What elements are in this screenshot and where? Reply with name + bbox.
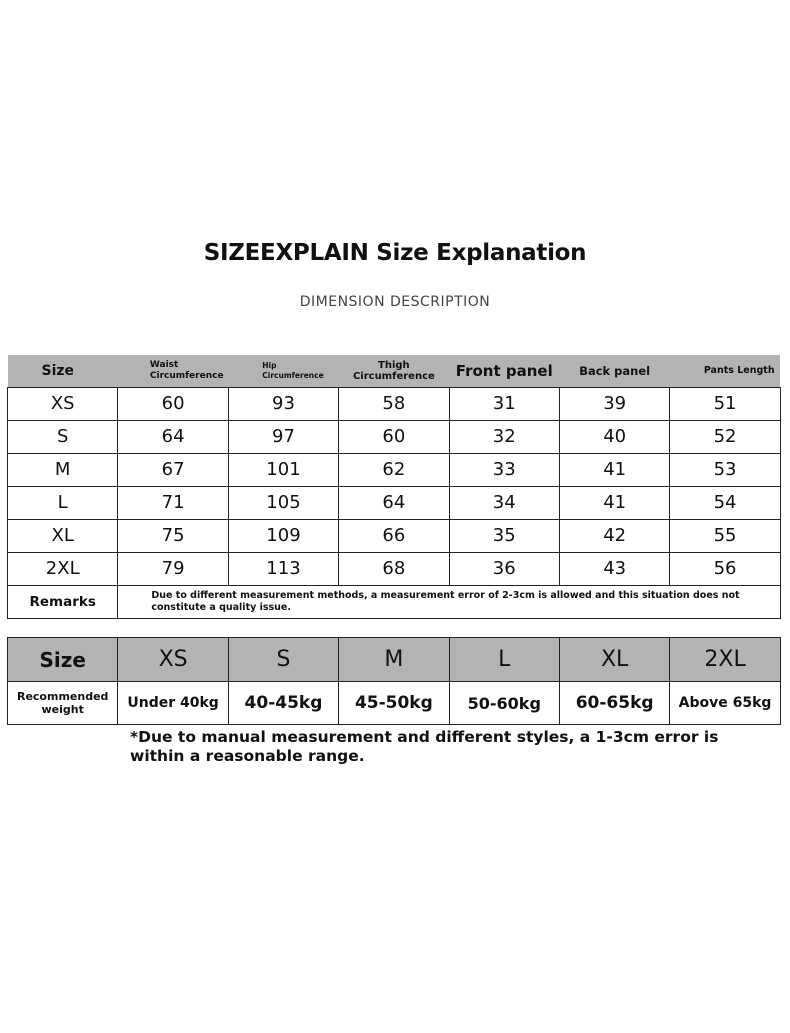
table-cell: 113	[228, 552, 338, 585]
remarks-label: Remarks	[8, 585, 118, 618]
table-cell: 33	[449, 453, 559, 486]
page-subtitle: DIMENSION DESCRIPTION	[299, 294, 491, 310]
header-size: Size	[8, 355, 118, 387]
table-cell: XS	[8, 387, 118, 420]
weight-header-row	[8, 638, 781, 682]
table-cell: 79	[118, 552, 228, 585]
weight-header-cell: 2XL	[670, 638, 780, 682]
table-row	[8, 453, 781, 486]
weight-cell: 40-45kg	[228, 682, 338, 725]
table-row	[8, 387, 781, 420]
table-cell: 34	[449, 486, 559, 519]
table-cell: 2XL	[8, 552, 118, 585]
measurement-note: *Due to manual measurement and different styles, a 1-3cm error is within a reasonable range.	[130, 728, 719, 765]
table-cell: 64	[339, 486, 449, 519]
size-measurement-table	[7, 355, 781, 619]
table-cell: 41	[559, 486, 669, 519]
table-cell: 71	[118, 486, 228, 519]
table-cell: 54	[670, 486, 780, 519]
table-cell: 97	[228, 420, 338, 453]
remarks-row	[8, 585, 781, 618]
table-cell: 60	[118, 387, 228, 420]
table-cell: 75	[118, 519, 228, 552]
table-cell: 56	[670, 552, 780, 585]
header-hip: Hip Circumference	[228, 355, 338, 387]
table-cell: 51	[670, 387, 780, 420]
weight-row	[8, 682, 781, 725]
table-cell: 64	[118, 420, 228, 453]
table-cell: 53	[670, 453, 780, 486]
table-header-row	[8, 355, 781, 387]
weight-header-cell: S	[228, 638, 338, 682]
table-cell: 43	[559, 552, 669, 585]
table-cell: 68	[339, 552, 449, 585]
table-cell: 66	[339, 519, 449, 552]
table-cell: 36	[449, 552, 559, 585]
page-title: SIZEEXPLAIN Size Explanation	[203, 240, 587, 266]
recommended-weight-label: Recommended weight	[8, 682, 118, 725]
weight-cell: Under 40kg	[118, 682, 228, 725]
table-cell: 41	[559, 453, 669, 486]
weight-cell: 50-60kg	[449, 682, 559, 725]
table-cell: 101	[228, 453, 338, 486]
header-thigh: Thigh Circumference	[339, 355, 449, 387]
table-cell: 32	[449, 420, 559, 453]
weight-recommendation-table	[7, 637, 781, 725]
header-front-panel: Front panel	[449, 355, 559, 387]
header-pants-length: Pants Length	[670, 355, 780, 387]
table-cell: 52	[670, 420, 780, 453]
weight-header-cell: L	[449, 638, 559, 682]
table-cell: 60	[339, 420, 449, 453]
weight-header-cell: M	[339, 638, 449, 682]
weight-header-cell: XS	[118, 638, 228, 682]
table-cell: L	[8, 486, 118, 519]
weight-header-cell: XL	[559, 638, 669, 682]
table-row	[8, 552, 781, 585]
weight-cell: 45-50kg	[339, 682, 449, 725]
table-cell: 109	[228, 519, 338, 552]
weight-cell: 60-65kg	[559, 682, 669, 725]
table-cell: 62	[339, 453, 449, 486]
table-cell: S	[8, 420, 118, 453]
header-waist: Waist Circumference	[118, 355, 228, 387]
table-row	[8, 420, 781, 453]
table-cell: 55	[670, 519, 780, 552]
table-cell: 67	[118, 453, 228, 486]
table-cell: 93	[228, 387, 338, 420]
table-cell: 105	[228, 486, 338, 519]
header-back-panel: Back panel	[559, 355, 669, 387]
table-row	[8, 486, 781, 519]
table-cell: M	[8, 453, 118, 486]
table-cell: 35	[449, 519, 559, 552]
remarks-text: Due to different measurement methods, a measurement error of 2-3cm is allowed and this situation does not constitute a quality issue.	[118, 585, 780, 618]
weight-cell: Above 65kg	[670, 682, 780, 725]
table-cell: XL	[8, 519, 118, 552]
table-cell: 40	[559, 420, 669, 453]
table-row	[8, 519, 781, 552]
table-cell: 31	[449, 387, 559, 420]
table-cell: 42	[559, 519, 669, 552]
table-cell: 39	[559, 387, 669, 420]
weight-header-size: Size	[8, 638, 118, 682]
table-cell: 58	[339, 387, 449, 420]
